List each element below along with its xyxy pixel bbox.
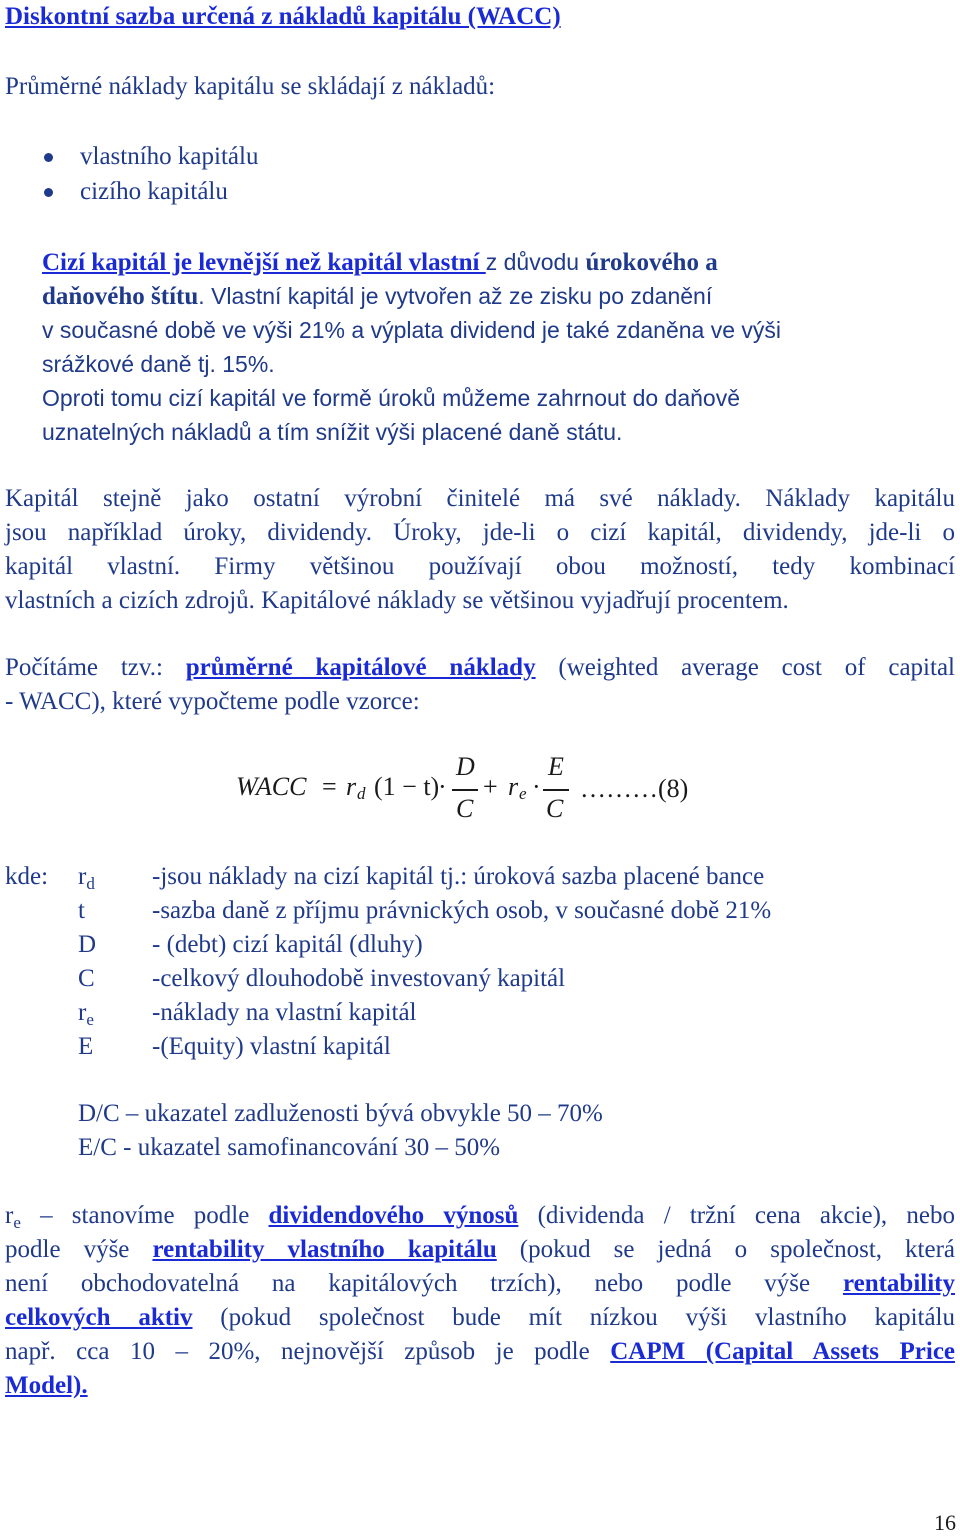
def-text: -sazba daně z příjmu právnických osob, v současné době 21% (152, 897, 772, 924)
fraction-bar (452, 789, 478, 791)
para2-line4: vlastních a cizích zdrojů. Kapitálové náklady se většinou vyjadřují procentem. (5, 587, 789, 614)
bullet-item: vlastního kapitálu (80, 143, 259, 170)
para4-line2: podle výše rentability vlastního kapitálu (pokud se jedná o společnost, která (5, 1236, 956, 1263)
page-title[interactable]: Diskontní sazba určená z nákladů kapitálu (WACC) (5, 3, 561, 30)
link-celkovych-aktiv[interactable]: celkových aktiv (5, 1304, 193, 1331)
def-symbol: $r_d$ (78, 863, 95, 893)
para4-line4: celkových aktiv (pokud společnost bude mít nízkou výši vlastního kapitálu (5, 1304, 956, 1331)
def-text: -celkový dlouhodobě investovaný kapitál (152, 965, 566, 992)
para4-line3: není obchodovatelná na kapitálových trzích), nebo podle výše rentability (5, 1270, 955, 1297)
link-capm[interactable]: CAPM (Capital Assets Price (610, 1338, 956, 1365)
def-text: - (debt) cizí kapitál (dluhy) (152, 931, 423, 958)
def-symbol: $r_e$ (78, 999, 94, 1029)
para1-line6: uznatelných nákladů a tím snížit výši placené daně státu. (42, 419, 623, 445)
link-dividendovy-vynos[interactable]: dividendového výnosů (268, 1202, 519, 1229)
link-prumerne-naklady[interactable]: průměrné kapitálové náklady (185, 654, 536, 681)
link-rentabilita[interactable]: rentability (842, 1270, 955, 1297)
def-text: -jsou náklady na cizí kapitál tj.: úroková sazba placené bance (152, 863, 765, 890)
para1-line2: daňového štítu. Vlastní kapitál je vytvořen až ze zisku po zdanění (42, 283, 713, 310)
kde-label: kde: (5, 863, 49, 890)
para4-line6 (5, 1369, 88, 1403)
def-text: -(Equity) vlastní kapitál (152, 1033, 391, 1060)
para1-line5: Oproti tomu cizí kapitál ve formě úroků můžeme zahrnout do daňově (42, 385, 741, 411)
def-text: -náklady na vlastní kapitál (152, 999, 417, 1026)
para3-line1: Počítáme tzv.: průměrné kapitálové náklady (weighted average cost of capital (5, 654, 955, 681)
wacc-formula: WACC = r d (1 − t) · D C + r e · E C ………(8) (236, 752, 689, 823)
bullet-item: cizího kapitálu (80, 178, 228, 205)
def-symbol: t (78, 897, 85, 924)
def-symbol: D (78, 931, 97, 958)
para4-line5: např. cca 10 – 20%, nejnovější způsob je podle CAPM (Capital Assets Price (5, 1338, 956, 1365)
para2-line1: Kapitál stejně jako ostatní výrobní činitelé má své náklady. Náklady kapitálu (5, 485, 955, 512)
ratio-ec: E/C - ukazatel samofinancování 30 – 50% (78, 1134, 501, 1161)
link-cizi-kapital[interactable]: Cizí kapitál je levnější než kapitál vlastní (42, 249, 486, 276)
para1-line3: v současné době ve výši 21% a výplata dividend je také zdaněna ve výši (42, 317, 781, 343)
para1-line1: Cizí kapitál je levnější než kapitál vlastní z důvodu úrokového a (42, 249, 718, 276)
page-number: 16 (934, 1510, 956, 1535)
def-symbol: C (78, 965, 95, 992)
def-symbol: E (78, 1033, 94, 1060)
para3-line2: - WACC), které vypočteme podle vzorce: (5, 688, 420, 715)
bullet-icon (44, 188, 53, 197)
para1-line4: srážkové daně tj. 15%. (42, 351, 275, 377)
intro-text: Průměrné náklady kapitálu se skládají z nákladů: (5, 73, 496, 100)
link-capm-model[interactable]: Model). (5, 1372, 88, 1399)
fraction-bar (543, 789, 569, 791)
para4-line1: $r_e$ – stanovíme podle dividendového výnosů (dividenda / tržní cena akcie), nebo (5, 1202, 955, 1232)
para2-line3: kapitál vlastní. Firmy většinou používají obou možností, tedy kombinací (5, 553, 955, 580)
para2-line2: jsou například úroky, dividendy. Úroky, jde-li o cizí kapitál, dividendy, jde-li o (5, 519, 955, 546)
link-rentabilita-vlastniho-kapitalu[interactable]: rentability vlastního kapitálu (152, 1236, 497, 1263)
formula-lhs: WACC (236, 772, 307, 801)
ratio-dc: D/C – ukazatel zadluženosti bývá obvykle 50 – 70% (78, 1100, 603, 1127)
bullet-icon (44, 153, 53, 162)
